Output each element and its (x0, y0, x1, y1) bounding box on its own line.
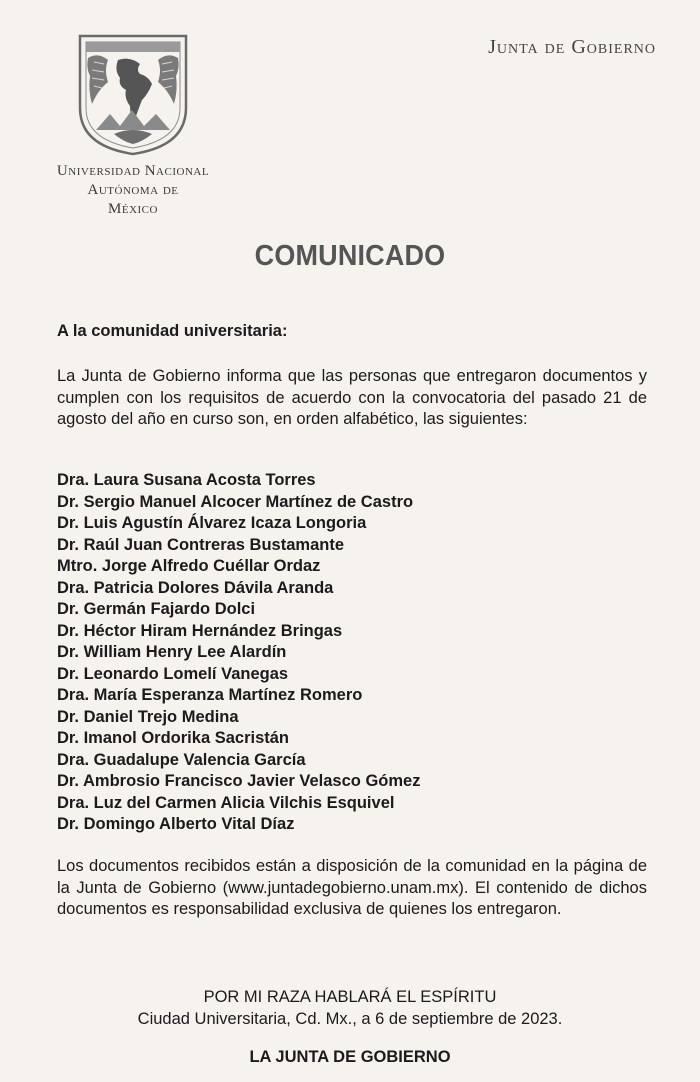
candidate-list (57, 470, 657, 836)
candidate-item: Dra. Patricia Dolores Dávila Aranda (57, 578, 334, 597)
candidate-item: Dr. Daniel Trejo Medina (57, 707, 239, 726)
greeting: A la comunidad universitaria: (57, 322, 288, 340)
motto-block (0, 986, 700, 1030)
unam-name (48, 162, 218, 219)
page-title: COMUNICADO (254, 240, 446, 272)
candidate-item: Dra. Guadalupe Valencia García (57, 750, 306, 769)
candidate-item: Mtro. Jorge Alfredo Cuéllar Ordaz (57, 557, 321, 575)
unam-logo-block (48, 30, 218, 219)
candidate-item: Dr. Sergio Manuel Alcocer Martínez de Castro (57, 492, 414, 511)
candidate-item: Dr. Germán Fajardo Dolci (57, 600, 256, 618)
place-date: Ciudad Universitaria, Cd. Mx., a 6 de septiembre de 2023. (137, 1010, 563, 1028)
candidate-item: Dr. Domingo Alberto Vital Díaz (57, 815, 295, 833)
closing-paragraph: Los documentos recibidos están a disposición de la comunidad en la página de la Junta de Gobierno (www.juntadegobierno.unam.mx). El contenido de dichos documentos es responsabilidad exclusiva de quienes los entregaron. (57, 857, 647, 918)
unam-name-line-3: México (108, 201, 158, 217)
candidate-item: Dra. Laura Susana Acosta Torres (57, 471, 316, 489)
unam-name-line-2: Autónoma de (87, 182, 179, 198)
candidate-item: Dr. Luis Agustín Álvarez Icaza Longoria (57, 514, 367, 532)
intro-paragraph: La Junta de Gobierno informa que las personas que entregaron documentos y cumplen con los requisitos de acuerdo con la convocatoria del pasado 21 de agosto del año en curso son, en orden alfabético, las siguientes: (57, 367, 647, 428)
candidate-item: Dr. Raúl Juan Contreras Bustamante (57, 535, 344, 554)
candidate-item: Dr. Héctor Hiram Hernández Bringas (57, 621, 343, 640)
motto: POR MI RAZA HABLARÁ EL ESPÍRITU (203, 988, 497, 1006)
signature: LA JUNTA DE GOBIERNO (249, 1048, 451, 1066)
candidate-item: Dr. Leonardo Lomelí Vanegas (57, 664, 289, 683)
candidate-item: Dra. Luz del Carmen Alicia Vilchis Esquivel (57, 793, 395, 812)
candidate-item: Dra. María Esperanza Martínez Romero (57, 686, 363, 704)
candidate-item: Dr. Ambrosio Francisco Javier Velasco Gómez (57, 772, 421, 790)
candidate-item: Dr. William Henry Lee Alardín (57, 643, 287, 661)
office-heading: Junta de Gobierno (488, 36, 656, 58)
unam-seal-icon (74, 30, 192, 158)
unam-name-line-1: Universidad Nacional (56, 163, 210, 179)
candidate-item: Dr. Imanol Ordorika Sacristán (57, 729, 289, 747)
